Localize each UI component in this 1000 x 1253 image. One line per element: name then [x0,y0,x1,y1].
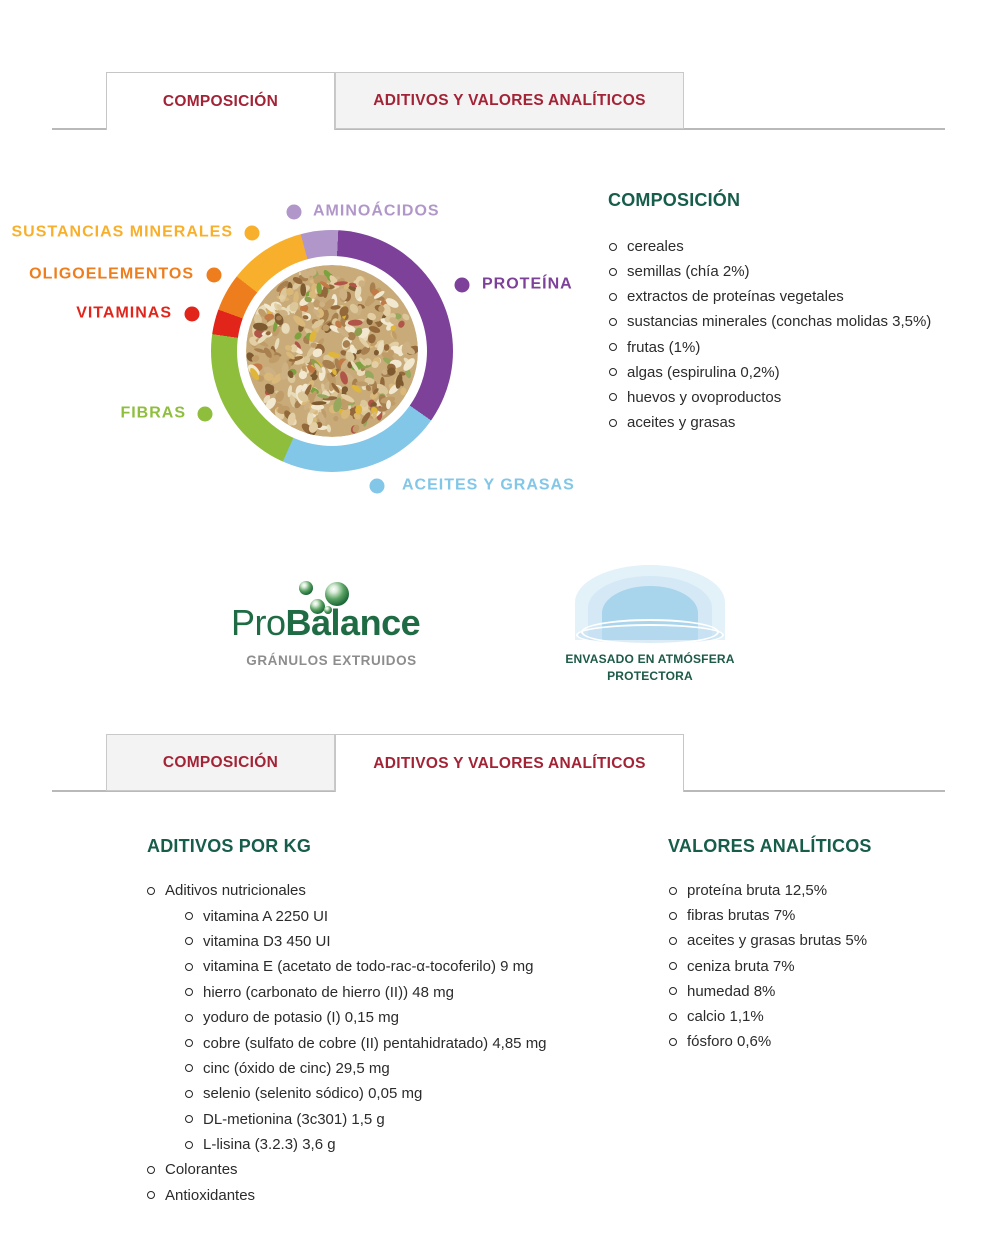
aditivos-title: ADITIVOS POR KG [147,836,312,856]
aditivos-item-text: yoduro de potasio (I) 0,15 mg [203,1009,399,1027]
oligoelementos-dot [207,268,222,283]
valores-list-item [669,979,867,1004]
bullet-icon [185,1014,193,1022]
bullet-icon [185,963,193,971]
bullet-icon [185,1064,193,1072]
vitaminas-dot [185,307,200,322]
bullet-icon [669,987,677,995]
bullet-icon [185,988,193,996]
aditivos-list-item [147,1183,547,1208]
probalance-bubble-icon [299,581,313,595]
probalance-logo [229,570,434,670]
valores-item-text: fibras brutas 7% [687,907,796,925]
sustancias-minerales-dot [245,226,260,241]
aminoacidos-label: AMINOÁCIDOS [313,202,440,220]
bullet-icon [185,1115,193,1123]
aceites-grasas-dot [370,479,385,494]
aditivos-item-text: Colorantes [165,1161,238,1179]
bullet-icon [609,368,617,376]
valores-item-text: humedad 8% [687,982,776,1000]
valores-title: VALORES ANALÍTICOS [668,836,872,856]
atmosphere-dome-icon [575,565,725,660]
fibras-dot [198,407,213,422]
composicion-item-text: cereales [627,238,684,256]
bullet-icon [185,937,193,945]
aditivos-list-item [147,1132,547,1157]
bullet-icon [609,419,617,427]
aditivos-item-text: hierro (carbonato de hierro (II)) 48 mg [203,983,454,1001]
bullet-icon [185,1141,193,1149]
bullet-icon [609,318,617,326]
envasado-label [550,651,750,685]
aditivos-list-item [147,980,547,1005]
aditivos-item-text: cinc (óxido de cinc) 29,5 mg [203,1059,390,1077]
seed-mix-photo-svg [246,265,418,437]
oligoelementos-label: OLIGOELEMENTOS [29,265,194,283]
bullet-icon [669,962,677,970]
aminoacidos-dot [287,205,302,220]
aditivos-list-item [147,1030,547,1055]
aditivos-item-text: DL-metionina (3c301) 1,5 g [203,1110,385,1128]
composicion-list [609,234,931,435]
bullet-icon [147,1191,155,1199]
aditivos-list-item [147,1107,547,1132]
aditivos-item-text: selenio (selenito sódico) 0,05 mg [203,1085,423,1103]
composicion-item-text: frutas (1%) [627,338,701,356]
composicion-item-text: sustancias minerales (conchas molidas 3,5%) [627,313,932,331]
composicion-list-item [609,410,931,435]
composicion-list-item [609,385,931,410]
sustancias-minerales-label: SUSTANCIAS MINERALES [11,223,233,241]
composicion-item-text: algas (espirulina 0,2%) [627,363,780,381]
vitaminas-label: VITAMINAS [76,304,172,322]
probalance-wordmark [231,602,420,644]
bullet-icon [609,243,617,251]
bullet-icon [609,393,617,401]
aditivos-list [147,878,547,1208]
aditivos-item-text: Aditivos nutricionales [165,882,306,900]
bullet-icon [147,887,155,895]
bullet-icon [669,1013,677,1021]
aditivos-item-text: cobre (sulfato de cobre (II) pentahidratado) 4,85 mg [203,1034,547,1052]
aceites-grasas-label: ACEITES Y GRASAS [402,476,575,494]
aditivos-list-item [147,903,547,928]
proteina-dot [455,278,470,293]
tab-bar-composicion [52,72,945,130]
valores-item-text: ceniza bruta 7% [687,957,795,975]
composicion-list-item [609,335,931,360]
tab-composicion[interactable]: COMPOSICIÓN [106,734,335,791]
valores-list-item [669,928,867,953]
proteina-label: PROTEÍNA [482,275,573,293]
bullet-icon [609,343,617,351]
valores-list-item [669,1004,867,1029]
composicion-item-text: aceites y grasas [627,414,736,432]
probalance-pro-text: Pro [231,602,286,643]
bullet-icon [669,1038,677,1046]
valores-list-item [669,954,867,979]
bullet-icon [185,1039,193,1047]
bullet-icon [147,1166,155,1174]
probalance-balance-text: Balance [285,602,421,643]
bullet-icon [609,268,617,276]
aditivos-item-text: Antioxidantes [165,1186,256,1204]
granulos-extruidos-caption: GRÁNULOS EXTRUIDOS [246,653,417,668]
tab-aditivos[interactable]: ADITIVOS Y VALORES ANALÍTICOS [335,734,684,792]
composicion-list-item [609,234,931,259]
seed-mix-photo [246,265,418,437]
aditivos-list-item [147,1081,547,1106]
valores-list-item [669,903,867,928]
dome-base-arc [581,619,719,645]
fibras-label: FIBRAS [120,404,186,422]
envasado-line2: PROTECTORA [607,669,693,683]
valores-item-text: aceites y grasas brutas 5% [687,932,868,950]
bullet-icon [609,293,617,301]
aditivos-list-item [147,954,547,979]
aditivos-item-text: vitamina E (acetato de todo-rac-α-tocoferilo) 9 mg [203,958,534,976]
envasado-line1: ENVASADO EN ATMÓSFERA [565,652,735,666]
aditivos-list-item [147,929,547,954]
valores-list [669,878,867,1054]
aditivos-list-item [147,1056,547,1081]
bullet-icon [669,937,677,945]
composicion-title: COMPOSICIÓN [608,190,741,210]
bullet-icon [669,887,677,895]
aditivos-item-text: L-lisina (3.2.3) 3,6 g [203,1136,336,1154]
tab-aditivos[interactable]: ADITIVOS Y VALORES ANALÍTICOS [335,72,684,129]
tab-composicion[interactable]: COMPOSICIÓN [106,72,335,130]
bullet-icon [185,1090,193,1098]
valores-item-text: calcio 1,1% [687,1008,764,1026]
valores-list-item [669,1029,867,1054]
composicion-list-item [609,360,931,385]
valores-list-item [669,878,867,903]
composicion-list-item [609,284,931,309]
composicion-list-item [609,309,931,334]
composicion-list-item [609,259,931,284]
valores-item-text: proteína bruta 12,5% [687,882,828,900]
composicion-item-text: extractos de proteínas vegetales [627,288,844,306]
composicion-item-text: huevos y ovoproductos [627,388,782,406]
aditivos-list-item [147,878,547,903]
bullet-icon [185,912,193,920]
composicion-item-text: semillas (chía 2%) [627,263,750,281]
valores-item-text: fósforo 0,6% [687,1033,772,1051]
aditivos-list-item [147,1005,547,1030]
tab-bar-aditivos [52,734,945,792]
aditivos-item-text: vitamina D3 450 UI [203,932,331,950]
aditivos-item-text: vitamina A 2250 UI [203,907,329,925]
aditivos-list-item [147,1157,547,1182]
bullet-icon [669,912,677,920]
